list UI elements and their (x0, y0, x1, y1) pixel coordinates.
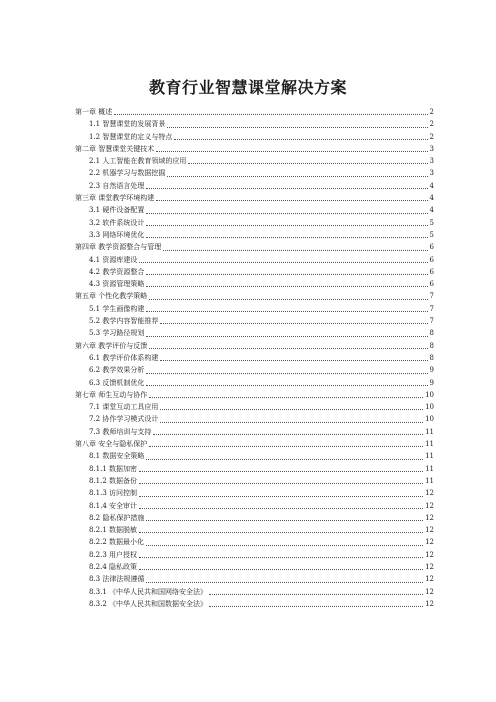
toc-section-entry[interactable] (75, 266, 434, 278)
toc-entry-label: 5.2 教学内容智能推荐 (89, 317, 159, 326)
toc-chapter-entry[interactable] (75, 106, 434, 118)
toc-page-number: 6 (429, 243, 434, 252)
toc-dot-leader (146, 225, 427, 226)
toc-dot-leader (188, 163, 427, 164)
toc-entry-label: 第七章 师生互动与协作 (75, 390, 148, 399)
toc-section-entry[interactable] (75, 204, 434, 216)
toc-page-number: 12 (425, 513, 434, 522)
toc-section-entry[interactable] (75, 561, 434, 573)
toc-section-entry[interactable] (75, 180, 434, 192)
toc-section-entry[interactable] (75, 536, 434, 548)
toc-entry-label: 2.3 自然语言处理 (89, 181, 145, 190)
toc-entry-label: 2.1 人工智能在教育领域的应用 (89, 157, 187, 166)
toc-entry-label: 8.1.2 数据备份 (89, 476, 138, 485)
toc-dot-leader (149, 299, 427, 300)
toc-dot-leader (139, 483, 423, 484)
toc-page-number: 12 (425, 538, 434, 547)
toc-section-entry[interactable] (75, 426, 434, 438)
toc-chapter-entry[interactable] (75, 340, 434, 352)
toc-entry-label: 8.1.3 访问控制 (89, 489, 138, 498)
toc-entry-label: 第一章 概述 (75, 108, 113, 116)
toc-page-number: 3 (429, 157, 434, 166)
toc-entry-label: 8.2.2 数据最小化 (89, 538, 145, 547)
toc-entry-label: 8.1.4 安全审计 (89, 501, 138, 510)
toc-page-number: 12 (425, 587, 434, 596)
toc-page-number: 12 (425, 489, 434, 498)
toc-section-entry[interactable] (75, 573, 434, 585)
toc-page-number: 12 (425, 599, 434, 608)
toc-dot-leader (167, 176, 427, 177)
toc-page-number: 6 (429, 267, 434, 276)
toc-dot-leader (163, 250, 427, 251)
toc-dot-leader (139, 532, 423, 533)
toc-page-number: 7 (429, 292, 434, 301)
toc-entry-label: 3.1 硬件设备配置 (89, 206, 145, 215)
toc-chapter-entry[interactable] (75, 192, 434, 204)
toc-page-number: 2 (429, 120, 434, 129)
toc-chapter-entry[interactable] (75, 241, 434, 253)
toc-dot-leader (160, 422, 423, 423)
toc-section-entry[interactable] (75, 413, 434, 425)
toc-dot-leader (139, 557, 423, 558)
toc-section-entry[interactable] (75, 155, 434, 167)
toc-entry-label: 第五章 个性化教学策略 (75, 292, 148, 301)
toc-dot-leader (156, 200, 427, 201)
toc-section-entry[interactable] (75, 217, 434, 229)
toc-section-entry[interactable] (75, 377, 434, 389)
toc-dot-leader (146, 373, 427, 374)
toc-entry-label: 2.2 机器学习与数据挖掘 (89, 169, 166, 178)
toc-page-number: 11 (425, 427, 434, 436)
toc-page-number: 4 (429, 206, 434, 215)
toc-section-entry[interactable] (75, 598, 434, 610)
toc-chapter-entry[interactable] (75, 143, 434, 155)
toc-dot-leader (146, 385, 427, 386)
toc-page-number: 12 (425, 526, 434, 535)
toc-dot-leader (146, 213, 427, 214)
toc-entry-label: 5.1 学生画像构建 (89, 304, 145, 313)
toc-entry-label: 第四章 教学资源整合与管理 (75, 243, 162, 252)
toc-page-number: 11 (425, 452, 434, 461)
toc-section-entry[interactable] (75, 524, 434, 536)
toc-section-entry[interactable] (75, 450, 434, 462)
toc-dot-leader (149, 446, 423, 447)
toc-section-entry[interactable] (75, 549, 434, 561)
toc-chapter-entry[interactable] (75, 290, 434, 302)
toc-page-number: 12 (425, 550, 434, 559)
toc-section-entry[interactable] (75, 512, 434, 524)
toc-entry-label: 6.1 教学评价体系构建 (89, 353, 159, 362)
toc-section-entry[interactable] (75, 131, 434, 143)
toc-page-number: 8 (429, 329, 434, 338)
toc-page-number: 4 (429, 181, 434, 190)
toc-entry-label: 1.1 智慧课堂的发展背景 (89, 120, 166, 129)
toc-dot-leader (149, 348, 427, 349)
toc-section-entry[interactable] (75, 475, 434, 487)
toc-entry-label: 4.3 资源管理策略 (89, 280, 145, 289)
toc-dot-leader (139, 496, 423, 497)
toc-dot-leader (156, 151, 427, 152)
toc-section-entry[interactable] (75, 327, 434, 339)
toc-page-number: 5 (429, 230, 434, 239)
toc-page-number: 4 (429, 194, 434, 203)
toc-entry-label: 8.3 法律法规遵循 (89, 575, 145, 584)
toc-entry-label: 8.1.1 数据加密 (89, 464, 138, 473)
toc-entry-label: 8.2 隐私保护措施 (89, 513, 145, 522)
toc-entry-label: 8.2.1 数据脱敏 (89, 526, 138, 535)
toc-dot-leader (209, 606, 423, 607)
toc-section-entry[interactable] (75, 500, 434, 512)
toc-entry-label: 8.1 数据安全策略 (89, 452, 145, 461)
toc-dot-leader (209, 594, 423, 595)
toc-dot-leader (146, 459, 423, 460)
toc-dot-leader (146, 286, 427, 287)
toc-page-number: 5 (429, 218, 434, 227)
toc-section-entry[interactable] (75, 352, 434, 364)
toc-entry-label: 3.2 软件系统设计 (89, 218, 145, 227)
toc-dot-leader (146, 582, 423, 583)
toc-entry-label: 3.3 网络环境优化 (89, 230, 145, 239)
toc-dot-leader (146, 188, 427, 189)
toc-dot-leader (146, 336, 427, 337)
toc-section-entry[interactable] (75, 167, 434, 179)
toc-dot-leader (149, 397, 423, 398)
table-of-contents (75, 106, 434, 610)
toc-page-number: 9 (429, 366, 434, 375)
document-title: 教育行业智慧课堂解决方案 (148, 78, 347, 97)
toc-entry-label: 1.2 智慧课堂的定义与特点 (89, 132, 173, 141)
toc-page-number: 6 (429, 280, 434, 289)
toc-page-number: 10 (425, 415, 434, 424)
toc-entry-label: 4.2 教学资源整合 (89, 267, 145, 276)
toc-dot-leader (160, 323, 427, 324)
toc-dot-leader (114, 114, 427, 115)
toc-page-number: 10 (425, 390, 434, 399)
toc-dot-leader (139, 569, 423, 570)
toc-dot-leader (139, 508, 423, 509)
toc-dot-leader (139, 262, 427, 263)
toc-page-number: 7 (429, 304, 434, 313)
toc-entry-label: 6.3 反馈机制优化 (89, 378, 145, 387)
toc-entry-label: 第三章 课堂教学环境构建 (75, 194, 155, 203)
toc-entry-label: 第八章 安全与隐私保护 (75, 440, 148, 449)
toc-dot-leader (146, 274, 427, 275)
toc-section-entry[interactable] (75, 315, 434, 327)
toc-page-number: 9 (429, 378, 434, 387)
toc-entry-label: 7.1 课堂互动工具应用 (89, 403, 159, 412)
toc-page-number: 2 (429, 108, 434, 116)
toc-page-number: 6 (429, 255, 434, 264)
toc-entry-label: 8.3.2 《中华人民共和国数据安全法》 (89, 599, 208, 608)
toc-entry-label: 第二章 智慧课堂关键技术 (75, 144, 155, 153)
toc-entry-label: 4.1 资源库建设 (89, 255, 138, 264)
toc-section-entry[interactable] (75, 254, 434, 266)
toc-page-number: 10 (425, 403, 434, 412)
toc-section-entry[interactable] (75, 118, 434, 130)
toc-section-entry[interactable] (75, 487, 434, 499)
toc-page-number: 12 (425, 575, 434, 584)
toc-page-number: 8 (429, 353, 434, 362)
toc-entry-label: 8.3.1 《中华人民共和国网络安全法》 (89, 587, 208, 596)
toc-dot-leader (146, 545, 423, 546)
toc-dot-leader (146, 520, 423, 521)
toc-dot-leader (139, 471, 423, 472)
toc-dot-leader (153, 434, 423, 435)
toc-chapter-entry[interactable] (75, 438, 434, 450)
toc-page-number: 3 (429, 169, 434, 178)
toc-chapter-entry[interactable] (75, 389, 434, 401)
toc-dot-leader (160, 360, 427, 361)
toc-section-entry[interactable] (75, 463, 434, 475)
toc-section-entry[interactable] (75, 229, 434, 241)
toc-entry-label: 8.2.4 隐私政策 (89, 562, 138, 571)
toc-dot-leader (174, 139, 427, 140)
toc-page-number: 12 (425, 562, 434, 571)
toc-section-entry[interactable] (75, 278, 434, 290)
toc-dot-leader (160, 409, 423, 410)
toc-entry-label: 7.2 协作学习模式设计 (89, 415, 159, 424)
toc-dot-leader (146, 237, 427, 238)
toc-entry-label: 第六章 教学评价与反馈 (75, 341, 148, 350)
toc-entry-label: 5.3 学习路径规划 (89, 329, 145, 338)
toc-section-entry[interactable] (75, 586, 434, 598)
toc-page-number: 11 (425, 464, 434, 473)
toc-dot-leader (146, 311, 427, 312)
toc-page-number: 11 (425, 476, 434, 485)
toc-section-entry[interactable] (75, 364, 434, 376)
toc-page-number: 12 (425, 501, 434, 510)
toc-entry-label: 6.2 教学效果分析 (89, 366, 145, 375)
toc-page-number: 2 (429, 132, 434, 141)
toc-dot-leader (167, 127, 427, 128)
toc-entry-label: 8.2.3 用户授权 (89, 550, 138, 559)
toc-entry-label: 7.3 教师培训与支持 (89, 427, 152, 436)
toc-section-entry[interactable] (75, 303, 434, 315)
toc-page-number: 11 (425, 440, 434, 449)
toc-page-number: 7 (429, 317, 434, 326)
toc-page-number: 8 (429, 341, 434, 350)
toc-page-number: 3 (429, 144, 434, 153)
toc-section-entry[interactable] (75, 401, 434, 413)
